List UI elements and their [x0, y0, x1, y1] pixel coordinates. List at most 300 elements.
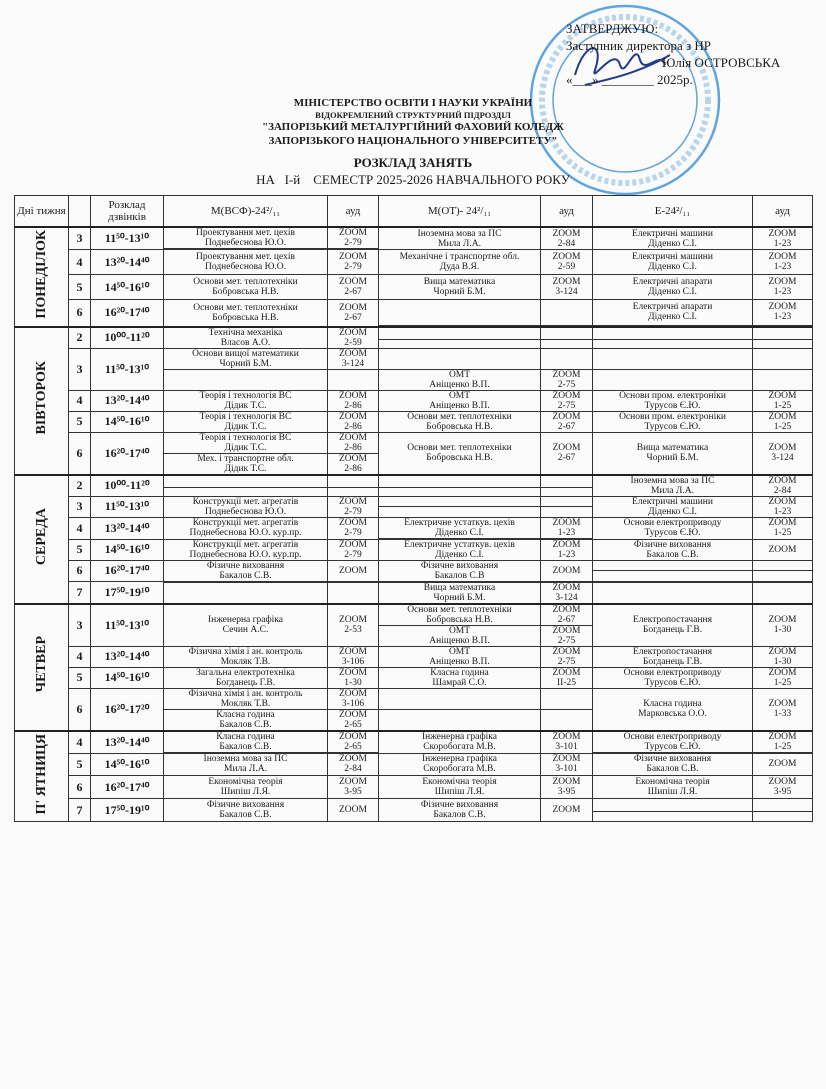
lesson-cell	[593, 731, 753, 753]
room-cell: ZOOM 1-30	[753, 646, 813, 667]
room-cell: ZOOM 1-23	[753, 275, 813, 300]
lesson-number: 7	[69, 799, 91, 822]
lesson-cell	[379, 369, 541, 390]
lesson-number: 6	[69, 432, 91, 475]
teacher-name: Дідик Т.С.	[224, 442, 267, 453]
lesson-cell	[593, 646, 753, 667]
lesson-time: 13²⁰-14⁴⁰	[91, 646, 164, 667]
teacher-name: Діденко С.І.	[648, 312, 697, 323]
lesson-cell	[379, 667, 541, 688]
empty-room-cell	[541, 709, 593, 731]
lesson-row	[15, 275, 813, 279]
lesson-row	[15, 300, 813, 325]
teacher-name: Бакалов С.В.	[219, 570, 272, 581]
room-cell: ZOOM 2-86	[328, 432, 379, 453]
subject-name: Основи мет. теплотехніки	[407, 604, 512, 615]
subject-name: Основи пром. електроніки	[619, 390, 726, 401]
room-cell: ZOOM 3-124	[753, 432, 813, 475]
room-cell: ZOOM 3-101	[541, 731, 593, 754]
teacher-name: Мила Л.А.	[224, 764, 267, 775]
teacher-name: Шипіш Л.Я.	[220, 787, 271, 798]
teacher-name: Мокляк Т.В.	[220, 656, 271, 667]
teacher-name: Скоробогата М.В.	[423, 764, 496, 775]
lesson-time: 17⁵⁰-19¹⁰	[91, 799, 164, 822]
room-cell: ZOOM 3-124	[541, 275, 593, 300]
lesson-number: 3	[69, 348, 91, 390]
empty-cell	[593, 582, 753, 604]
subject-name: Вища математика	[636, 443, 709, 454]
lesson-cell	[593, 776, 753, 799]
lesson-number: 3	[69, 604, 91, 647]
subject-name: Електричні машини	[632, 252, 713, 263]
empty-cell	[593, 369, 753, 390]
empty-cell	[593, 339, 753, 348]
lesson-number: 5	[69, 539, 91, 560]
approval-name: Юлія ОСТРОВСЬКА	[662, 55, 781, 70]
empty-room-cell	[541, 688, 593, 709]
room-cell: ZOOM	[541, 560, 593, 581]
room-cell: ZOOM 2-86	[328, 411, 379, 432]
lesson-cell	[164, 390, 328, 411]
teacher-name: Марковська О.О.	[638, 709, 707, 720]
room-cell: ZOOM 2-75	[541, 390, 593, 411]
empty-cell	[593, 348, 753, 369]
teacher-name: Поднебеснова Ю.О. кур.пр.	[189, 528, 302, 539]
lesson-cell	[164, 453, 328, 475]
lesson-cell	[164, 411, 328, 432]
lesson-cell	[379, 625, 541, 646]
lesson-cell	[593, 275, 753, 300]
ministry-name: МІНІСТЕРСТВО ОСВІТИ І НАУКИ УКРАЇНИ	[293, 97, 533, 109]
room-cell: ZOOM 2-86	[328, 390, 379, 411]
room-cell: ZOOM	[753, 539, 813, 560]
empty-cell	[593, 811, 753, 822]
teacher-name: Діденко С.І.	[435, 527, 484, 538]
subject-name: Класна година	[643, 699, 702, 710]
lesson-cell	[164, 517, 328, 539]
lesson-number: 7	[69, 581, 91, 604]
subject-name: Фізичне виховання	[633, 754, 712, 765]
teacher-name: Богданець Г.В.	[215, 677, 276, 688]
subject-name: Проектування мет. цехів	[196, 228, 295, 238]
lesson-time: 16²⁰-17⁴⁰	[91, 776, 164, 799]
empty-room-cell	[328, 475, 379, 488]
lesson-time: 11⁵⁰-13¹⁰	[91, 348, 164, 390]
college-name-1: "ЗАПОРІЗЬКИЙ МЕТАЛУРГІЙНИЙ ФАХОВИЙ КОЛЕДЖ	[262, 121, 564, 133]
approval-date: «___» ________ 2025р.	[566, 72, 693, 87]
subject-name: Теорія і технологія ВС	[199, 390, 292, 401]
lesson-row	[15, 348, 813, 369]
empty-cell	[379, 327, 541, 340]
room-cell: ZOOM II-25	[541, 667, 593, 688]
lesson-row	[15, 227, 813, 249]
lesson-time: 16²⁰-17²⁰	[91, 688, 164, 731]
subject-name: Проектування мет. цехів	[196, 252, 295, 263]
lesson-time: 13²⁰-14⁴⁰	[91, 731, 164, 754]
teacher-name: Бобровська Н.В.	[212, 312, 279, 323]
subject-name: Економічна теорія	[208, 777, 283, 788]
teacher-name: Шипіш Л.Я.	[434, 787, 485, 798]
lesson-cell	[164, 646, 328, 667]
teacher-name: Турусов Є.Ю.	[644, 421, 701, 432]
lesson-row	[15, 753, 813, 755]
teacher-name: Шамрай С.О.	[432, 677, 487, 688]
teacher-name: Мила Л.А.	[651, 485, 694, 496]
subject-name: Основи мет. теплотехніки	[407, 411, 512, 422]
empty-room-cell	[541, 300, 593, 325]
empty-room-cell	[753, 811, 813, 822]
lesson-cell	[593, 539, 753, 560]
empty-room-cell	[541, 507, 593, 518]
room-cell: ZOOM 2-65	[328, 731, 379, 753]
teacher-name: Турусов Є.Ю.	[644, 741, 701, 752]
lesson-row	[15, 776, 813, 778]
empty-cell	[164, 582, 328, 604]
empty-cell	[379, 487, 541, 496]
lesson-time: 16²⁰-17⁴⁰	[91, 560, 164, 581]
lesson-cell	[164, 776, 328, 799]
subject-name: Основи пром. електроніки	[619, 411, 726, 422]
empty-room-cell	[753, 799, 813, 811]
subject-name: ОМТ	[448, 625, 471, 636]
subject-name: Основи електроприводу	[623, 731, 722, 742]
lesson-cell	[164, 560, 328, 581]
subject-name: Теорія і технологія ВС	[199, 411, 292, 422]
lesson-number: 4	[69, 250, 91, 275]
empty-room-cell	[753, 369, 813, 390]
day-label	[15, 227, 69, 327]
room-cell: ZOOM 2-53	[328, 604, 379, 647]
room-cell: ZOOM 1-25	[753, 517, 813, 539]
teacher-name: Поднебеснова Ю.О. кур.пр.	[189, 549, 302, 560]
lesson-time: 11⁵⁰-13¹⁰	[91, 604, 164, 647]
empty-cell	[593, 799, 753, 811]
lesson-number: 4	[69, 390, 91, 411]
teacher-name: Скоробогата М.В.	[423, 742, 496, 753]
lesson-number: 3	[69, 496, 91, 517]
lesson-number: 2	[69, 475, 91, 497]
empty-room-cell	[541, 475, 593, 488]
subject-name: Фізичне виховання	[206, 800, 285, 811]
room-cell: ZOOM 2-84	[541, 227, 593, 250]
unit-name: ВІДОКРЕМЛЕНИЙ СТРУКТУРНИЙ ПІДРОЗДІЛ	[315, 110, 511, 120]
lesson-cell	[164, 604, 328, 647]
col-time: Розклад дзвінків	[91, 196, 164, 228]
room-cell: ZOOM 3-95	[541, 776, 593, 799]
lesson-time: 14⁵⁰-16¹⁰	[91, 753, 164, 776]
teacher-name: Дідик Т.С.	[224, 400, 267, 411]
subject-name: Електричні апарати	[632, 302, 713, 313]
lesson-row	[15, 604, 813, 626]
subject-name: Механічне і транспортне обл.	[399, 252, 520, 263]
lesson-time: 11⁵⁰-13¹⁰	[91, 227, 164, 250]
day-name: ПОНЕДІЛОК	[33, 230, 49, 319]
lesson-time: 14⁵⁰-16¹⁰	[91, 667, 164, 688]
empty-cell	[379, 475, 541, 488]
teacher-name: Бакалов С.В.	[646, 764, 699, 775]
lesson-cell	[379, 753, 541, 776]
lesson-cell	[164, 496, 328, 517]
room-cell: ZOOM 1-23	[541, 517, 593, 538]
room-cell: ZOOM 2-75	[541, 369, 593, 390]
teacher-name: Турусов Є.Ю.	[644, 528, 701, 539]
room-cell: ZOOM 2-59	[541, 250, 593, 275]
lesson-cell	[164, 275, 328, 300]
lesson-cell	[379, 227, 541, 250]
subject-name: Економічна теорія	[635, 777, 710, 788]
teacher-name: Поднебеснова Ю.О.	[204, 238, 286, 248]
lesson-cell	[379, 390, 541, 411]
day-name: ЧЕТВЕР	[33, 636, 49, 693]
room-cell: ZOOM 2-59	[328, 327, 379, 349]
lesson-cell	[379, 275, 541, 300]
lesson-number: 2	[69, 327, 91, 349]
empty-cell	[379, 709, 541, 731]
room-cell: ZOOM 2-79	[328, 539, 379, 560]
room-cell: ZOOM 3-95	[328, 776, 379, 799]
subject-name: Класна година	[216, 731, 275, 742]
lesson-number: 4	[69, 646, 91, 667]
col-days: Дні тижня	[15, 196, 69, 228]
subject-name: Фізичне виховання	[633, 539, 712, 550]
subject-name: Іноземна мова за ПС	[630, 475, 715, 486]
subject-name: Електричні машини	[632, 228, 713, 239]
room-cell: ZOOM 1-25	[753, 411, 813, 432]
empty-room-cell	[753, 348, 813, 369]
teacher-name: Чорний Б.М.	[433, 287, 486, 298]
room-cell: ZOOM 2-67	[328, 300, 379, 327]
room-cell: ZOOM	[541, 799, 593, 822]
empty-cell	[379, 339, 541, 348]
room-cell: ZOOM 2-75	[541, 646, 593, 667]
subject-name: Основи електроприводу	[623, 667, 722, 678]
lesson-time: 14⁵⁰-16¹⁰	[91, 539, 164, 560]
lesson-row	[15, 327, 813, 340]
room-cell: ZOOM 1-30	[328, 667, 379, 688]
empty-room-cell	[328, 582, 379, 604]
lesson-row	[15, 799, 813, 811]
teacher-name: Діденко С.І.	[435, 549, 484, 560]
empty-cell	[593, 571, 753, 582]
lesson-cell	[379, 604, 541, 626]
col-aud-2: ауд	[541, 196, 593, 228]
lesson-time: 14⁵⁰-16¹⁰	[91, 275, 164, 300]
lesson-row	[15, 475, 813, 488]
lesson-cell	[593, 604, 753, 647]
lesson-row	[15, 496, 813, 507]
approval-block	[566, 20, 780, 88]
lesson-cell	[164, 667, 328, 688]
room-cell: ZOOM 3-101	[541, 753, 593, 776]
subject-name: Фізична хімія і ан. контроль	[188, 688, 303, 699]
lesson-cell	[164, 348, 328, 369]
lesson-time: 10⁰⁰-11²⁰	[91, 475, 164, 497]
subject-name: Електричні машини	[632, 496, 713, 507]
lesson-time: 13²⁰-14⁴⁰	[91, 517, 164, 539]
approval-position: Заступник директора з НР	[566, 38, 712, 53]
teacher-name: Турусов Є.Ю.	[644, 400, 701, 411]
lesson-cell	[593, 753, 753, 776]
empty-cell	[164, 369, 328, 390]
lesson-cell	[593, 300, 753, 325]
room-cell: ZOOM 1-23	[753, 496, 813, 517]
room-cell: ZOOM 2-67	[541, 604, 593, 626]
lesson-cell	[593, 411, 753, 432]
lesson-cell	[164, 300, 328, 327]
col-group-3: Е-24²/₁₁	[593, 196, 753, 228]
room-cell: ZOOM 2-67	[541, 411, 593, 432]
teacher-name: Аніщенко В.П.	[429, 379, 490, 390]
subject-name: Фізичне виховання	[206, 560, 285, 571]
lesson-cell	[164, 731, 328, 753]
lesson-number: 5	[69, 753, 91, 776]
lesson-cell	[593, 517, 753, 539]
room-cell: ZOOM 2-79	[328, 496, 379, 517]
teacher-name: Бобровська Н.В.	[426, 614, 493, 625]
lesson-cell	[379, 646, 541, 667]
lesson-time: 13²⁰-14⁴⁰	[91, 390, 164, 411]
page-title: РОЗКЛАД ЗАНЯТЬ	[353, 155, 473, 170]
subject-name: ОМТ	[448, 390, 471, 401]
day-label	[15, 327, 69, 475]
page-subtitle: НА І-й СЕМЕСТР 2025-2026 НАВЧАЛЬНОГО РОКУ	[256, 172, 570, 187]
subject-name: Основи мет. теплотехніки	[193, 277, 298, 288]
empty-room-cell	[541, 327, 593, 340]
lesson-cell	[379, 776, 541, 799]
room-cell: ZOOM 1-33	[753, 688, 813, 731]
subject-name: Класна година	[216, 709, 275, 720]
teacher-name: Аніщенко В.П.	[429, 400, 490, 411]
lesson-number: 6	[69, 776, 91, 799]
lesson-cell	[164, 709, 328, 731]
lesson-cell	[593, 688, 753, 731]
room-cell: ZOOM 2-79	[328, 227, 379, 249]
room-cell: ZOOM 2-84	[753, 475, 813, 497]
empty-cell	[379, 348, 541, 369]
subject-name: Основи електроприводу	[623, 518, 722, 529]
room-cell: ZOOM 1-30	[753, 604, 813, 647]
lesson-cell	[379, 432, 541, 475]
col-num	[69, 196, 91, 228]
empty-cell	[164, 487, 328, 496]
lesson-cell	[593, 250, 753, 275]
subject-name: Інженерна графіка	[208, 615, 283, 626]
lesson-cell	[379, 539, 541, 560]
teacher-name: Власов А.О.	[220, 337, 271, 348]
empty-room-cell	[541, 339, 593, 348]
empty-room-cell	[328, 369, 379, 390]
room-cell: ZOOM 2-67	[541, 432, 593, 475]
lesson-cell	[379, 582, 541, 604]
empty-cell	[593, 560, 753, 571]
teacher-name: Дідик Т.С.	[224, 463, 267, 474]
teacher-name: Дідик Т.С.	[224, 421, 267, 432]
room-cell: ZOOM 1-25	[753, 731, 813, 753]
subject-name: Інженерна графіка	[422, 732, 497, 743]
room-cell: ZOOM 2-75	[541, 625, 593, 646]
lesson-time: 13²⁰-14⁴⁰	[91, 250, 164, 275]
teacher-name: Бобровська Н.В.	[426, 453, 493, 464]
room-cell: ZOOM 1-23	[753, 250, 813, 275]
subject-name: Іноземна мова за ПС	[203, 754, 288, 765]
empty-cell	[379, 496, 541, 507]
lesson-cell	[164, 539, 328, 560]
lesson-cell	[164, 432, 328, 453]
teacher-name: Бобровська Н.В.	[212, 287, 279, 298]
teacher-name: Турусов Є.Ю.	[644, 677, 701, 688]
teacher-name: Діденко С.І.	[648, 262, 697, 273]
teacher-name: Шипіш Л.Я.	[647, 787, 698, 798]
approval-title: ЗАТВЕРДЖУЮ:	[566, 21, 659, 36]
teacher-name: Діденко С.І.	[648, 506, 697, 517]
lesson-cell	[593, 475, 753, 497]
day-name: П' ЯТНИЦЯ	[33, 733, 49, 815]
subject-name: Конструкції мет. агрегатів	[192, 518, 299, 529]
col-aud-1: ауд	[328, 196, 379, 228]
teacher-name: Сечин А.С.	[222, 625, 269, 636]
day-name: СЕРЕДА	[33, 508, 49, 566]
lesson-time: 16²⁰-17⁴⁰	[91, 300, 164, 327]
room-cell: ZOOM 1-25	[753, 390, 813, 411]
room-cell: ZOOM 2-65	[328, 709, 379, 731]
lesson-number: 4	[69, 517, 91, 539]
lesson-number: 3	[69, 227, 91, 250]
subject-name: Фізичне виховання	[420, 800, 499, 811]
subject-name: ОМТ	[448, 646, 471, 657]
room-cell: ZOOM	[328, 799, 379, 822]
room-cell: ZOOM 1-25	[753, 667, 813, 688]
teacher-name: Дуда В.Я.	[439, 262, 480, 273]
lesson-number: 6	[69, 688, 91, 731]
subject-name: ОМТ	[448, 369, 471, 380]
lesson-cell	[379, 560, 541, 581]
teacher-name: Богданець Г.В.	[642, 656, 703, 667]
lesson-cell	[164, 688, 328, 709]
subject-name: Електричне устаткув. цехів	[404, 539, 515, 550]
lesson-time: 11⁵⁰-13¹⁰	[91, 496, 164, 517]
empty-room-cell	[541, 487, 593, 496]
day-label	[15, 731, 69, 822]
room-cell: ZOOM 1-23	[753, 300, 813, 325]
teacher-name: Чорний Б.М.	[433, 592, 486, 603]
day-name: ВІВТОРОК	[33, 361, 49, 435]
teacher-name: Чорний Б.М.	[646, 453, 699, 464]
subject-name: Класна година	[430, 667, 489, 678]
room-cell: ZOOM 3-106	[328, 646, 379, 667]
empty-room-cell	[541, 348, 593, 369]
lesson-number: 6	[69, 300, 91, 327]
subject-name: Електропостачання	[633, 615, 712, 626]
lesson-cell	[379, 250, 541, 275]
subject-name: Основи мет. теплотехніки	[407, 443, 512, 454]
teacher-name: Чорний Б.М.	[219, 358, 272, 369]
lesson-cell	[164, 753, 328, 776]
room-cell: ZOOM 2-79	[328, 517, 379, 539]
teacher-name: Аніщенко В.П.	[429, 635, 490, 646]
lesson-number: 6	[69, 560, 91, 581]
col-group-2: М(ОТ)- 24²/₁₁	[379, 196, 541, 228]
subject-name: Технічна механіка	[208, 327, 283, 338]
lesson-row	[15, 688, 813, 709]
subject-name: Економічна теорія	[422, 777, 497, 788]
room-cell: ZOOM 1-23	[753, 227, 813, 250]
day-label	[15, 475, 69, 604]
room-cell: ZOOM	[328, 560, 379, 581]
day-label	[15, 604, 69, 731]
lesson-cell	[164, 327, 328, 349]
subject-name: Вища математика	[423, 277, 496, 288]
lesson-time: 17⁵⁰-19¹⁰	[91, 581, 164, 604]
